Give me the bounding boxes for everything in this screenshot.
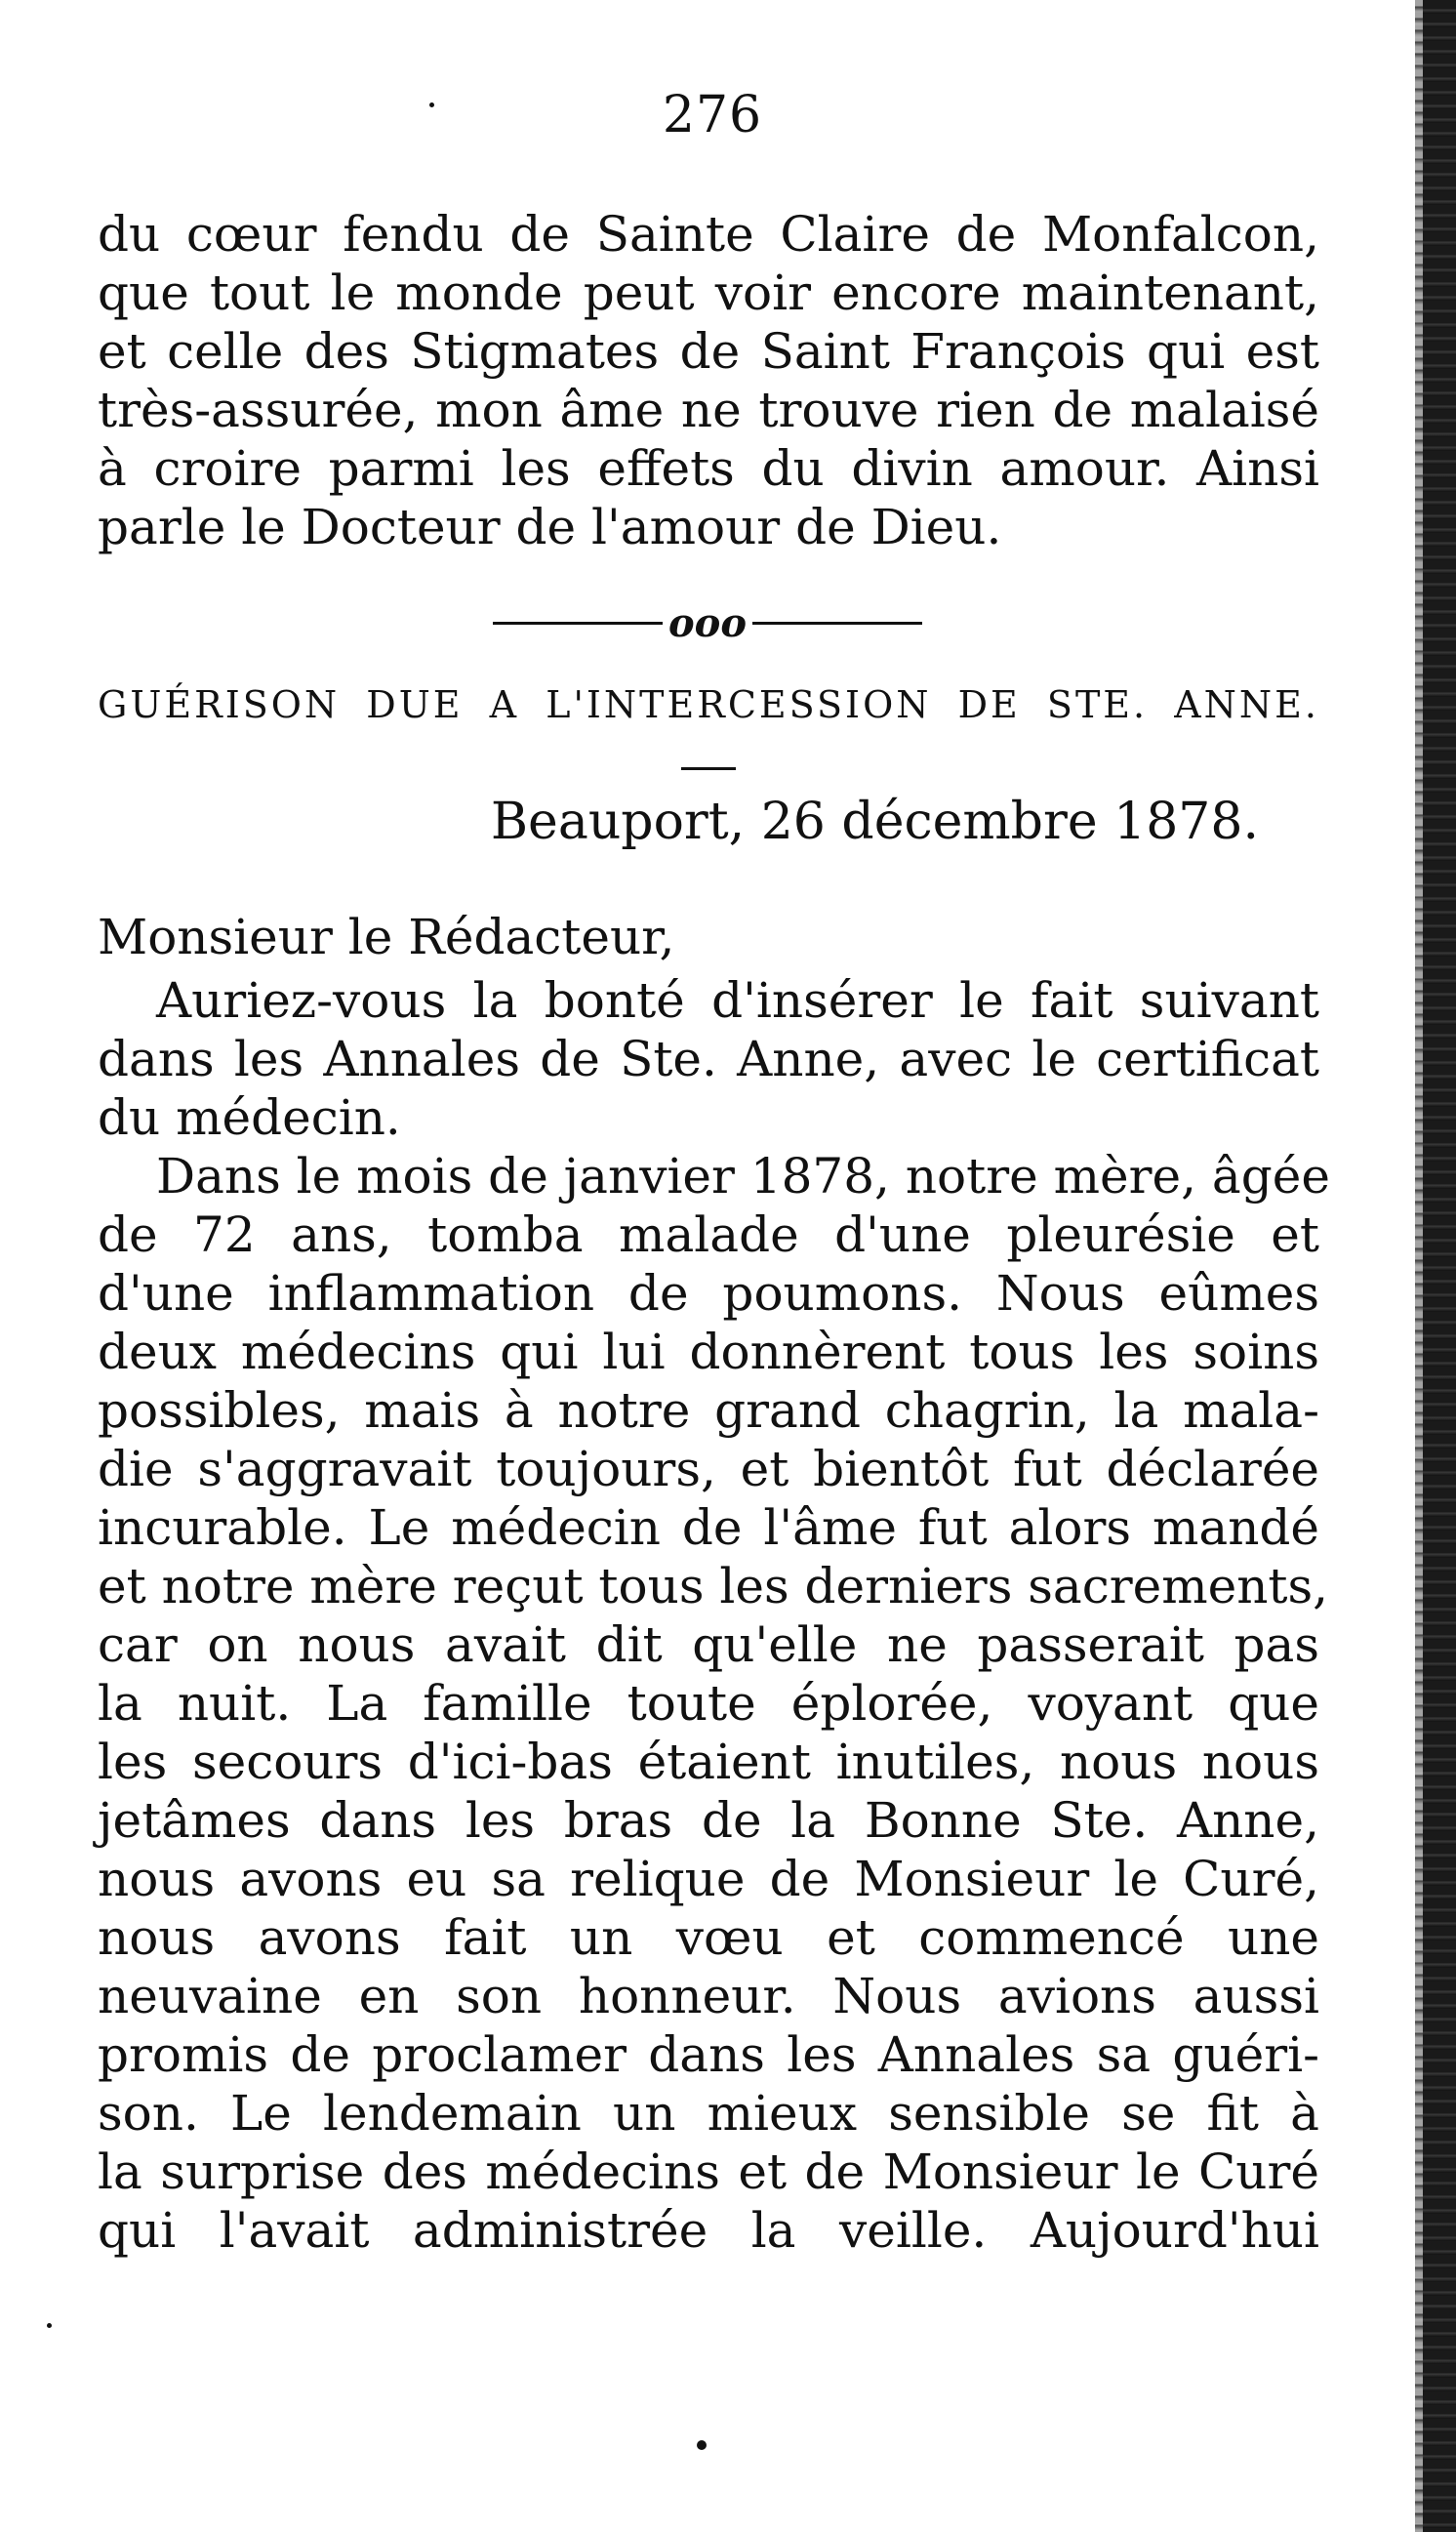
page-number: 276 bbox=[662, 86, 763, 144]
heading-rule bbox=[681, 767, 736, 770]
text-line: son. Le lendemain un mieux sensible se fit à bbox=[98, 2085, 1319, 2142]
text-line: qui l'avait administrée la veille. Aujourd'hui bbox=[98, 2202, 1319, 2259]
text-line: deux médecins qui lui donnèrent tous les soins bbox=[98, 1324, 1319, 1380]
text-line: que tout le monde peut voir encore maintenant, bbox=[98, 265, 1319, 321]
letter-body bbox=[98, 971, 1330, 2260]
text-line: les secours d'ici-bas étaient inutiles, nous nous bbox=[98, 1734, 1319, 1790]
text-line: la surprise des médecins et de Monsieur le Curé bbox=[98, 2144, 1319, 2200]
text-line: car on nous avait dit qu'elle ne passerait pas bbox=[98, 1616, 1319, 1673]
letter-dateline: Beauport, 26 décembre 1878. bbox=[490, 793, 1259, 851]
text-line: nous avons fait un vœu et commencé une bbox=[98, 1909, 1319, 1966]
text-line: d'une inflammation de poumons. Nous eûmes bbox=[98, 1265, 1319, 1322]
text-line: parle le Docteur de l'amour de Dieu. bbox=[98, 499, 1002, 555]
letter-salutation: Monsieur le Rédacteur, bbox=[98, 909, 675, 965]
text-line: et notre mère reçut tous les derniers sacrements, bbox=[98, 1558, 1329, 1614]
text-line: et celle des Stigmates de Saint François qui est bbox=[98, 323, 1319, 380]
text-line: possibles, mais à notre grand chagrin, la mala- bbox=[98, 1382, 1319, 1439]
text-line: promis de proclamer dans les Annales sa guéri- bbox=[98, 2026, 1319, 2083]
text-line: neuvaine en son honneur. Nous avions aussi bbox=[98, 1968, 1319, 2024]
section-separator bbox=[493, 593, 922, 652]
print-speck bbox=[429, 102, 434, 107]
book-edge-shadow bbox=[1415, 0, 1423, 2532]
text-line: die s'aggravait toujours, et bientôt fut déclarée bbox=[98, 1441, 1319, 1497]
section-heading: GUÉRISON DUE A L'INTERCESSION DE STE. ANNE. bbox=[98, 683, 1319, 726]
text-line: Auriez-vous la bonté d'insérer le fait suivant bbox=[156, 972, 1319, 1029]
text-line: nous avons eu sa relique de Monsieur le Curé, bbox=[98, 1851, 1319, 1907]
text-line: du médecin. bbox=[98, 1089, 401, 1146]
text-line: de 72 ans, tomba malade d'une pleurésie et bbox=[98, 1206, 1319, 1263]
intro-paragraph bbox=[98, 205, 1319, 556]
text-line: jetâmes dans les bras de la Bonne Ste. Anne, bbox=[98, 1792, 1319, 1849]
text-line: à croire parmi les effets du divin amour. Ainsi bbox=[98, 440, 1319, 497]
text-line: Dans le mois de janvier 1878, notre mère, âgée bbox=[156, 1148, 1330, 1205]
print-speck bbox=[697, 2440, 707, 2450]
text-line: incurable. Le médecin de l'âme fut alors mandé bbox=[98, 1499, 1319, 1556]
text-line: du cœur fendu de Sainte Claire de Monfalcon, bbox=[98, 206, 1319, 263]
text-line: très-assurée, mon âme ne trouve rien de malaisé bbox=[98, 382, 1319, 438]
print-speck bbox=[47, 2323, 52, 2328]
separator-rule bbox=[752, 622, 922, 625]
text-line: la nuit. La famille toute éplorée, voyant que bbox=[98, 1675, 1319, 1732]
separator-rule bbox=[493, 622, 663, 625]
separator-ornament: ooo bbox=[667, 599, 748, 646]
text-line: dans les Annales de Ste. Anne, avec le certificat bbox=[98, 1031, 1319, 1087]
